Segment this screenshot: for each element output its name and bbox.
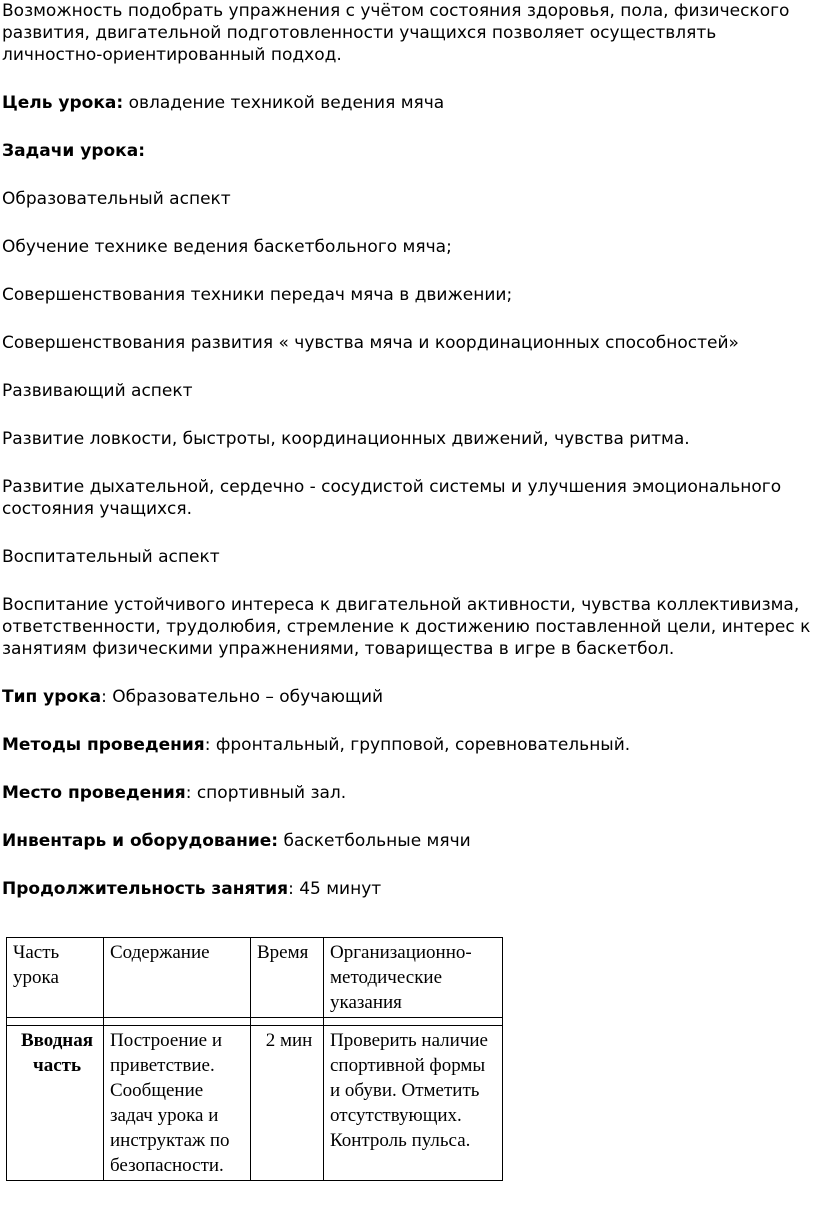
- educational-item: Совершенствования развития « чувства мяча и координационных способностей»: [2, 333, 739, 353]
- lesson-type: [2, 686, 814, 708]
- lesson-equipment: [2, 830, 814, 852]
- educational-item: Обучение технике ведения баскетбольного мяча;: [2, 237, 452, 257]
- intro-paragraph: Возможность подобрать упражнения с учётом состояния здоровья, пола, физического развития, двигательной подготовленности учащихся позволяет осуществлять личностно-ориентированный подход.: [2, 1, 790, 65]
- lesson-methods: [2, 734, 814, 756]
- header-content: Содержание: [104, 938, 251, 1018]
- developing-heading: Развивающий аспект: [2, 381, 193, 401]
- lesson-place-label: Место проведения: [2, 783, 186, 803]
- lesson-plan-table: [6, 937, 503, 1181]
- lesson-place: [2, 782, 814, 804]
- lesson-equipment-text: баскетбольные мячи: [278, 831, 471, 851]
- tasks-heading: Задачи урока:: [2, 141, 145, 161]
- lesson-goal-label: Цель урока:: [2, 93, 124, 113]
- header-time: Время: [251, 938, 324, 1018]
- table-row: [7, 1026, 503, 1181]
- upbringing-item: Воспитание устойчивого интереса к двигательной активности, чувства коллективизма, ответственности, трудолюбия, стремление к достижению поставленной цели, интерес к занятиям физическими упражнениями, товарищества в игре в баскетбол.: [2, 595, 811, 659]
- lesson-place-text: : спортивный зал.: [185, 783, 347, 803]
- table-separator: [7, 1018, 503, 1026]
- developing-item: Развитие дыхательной, сердечно - сосудистой системы и улучшения эмоционального состояния учащихся.: [2, 477, 782, 519]
- lesson-type-label: Тип урока: [2, 687, 102, 707]
- lesson-duration-label: Продолжительность занятия: [2, 879, 289, 899]
- cell-content: Построение и приветствие. Сообщение задач урока и инструктаж по безопасности.: [104, 1026, 251, 1181]
- lesson-equipment-label: Инвентарь и оборудование:: [2, 831, 279, 851]
- lesson-duration: [2, 878, 814, 900]
- table-header-row: [7, 938, 503, 1018]
- document-page: [2, 0, 814, 900]
- cell-time: 2 мин: [251, 1026, 324, 1181]
- developing-item: Развитие ловкости, быстроты, координационных движений, чувства ритма.: [2, 429, 690, 449]
- upbringing-heading: Воспитательный аспект: [2, 547, 220, 567]
- cell-part: Вводная часть: [7, 1026, 104, 1181]
- lesson-type-text: : Образовательно – обучающий: [101, 687, 384, 707]
- educational-heading: Образовательный аспект: [2, 189, 231, 209]
- lesson-duration-text: : 45 минут: [288, 879, 382, 899]
- lesson-methods-label: Методы проведения: [2, 735, 205, 755]
- lesson-goal-text: овладение техникой ведения мяча: [123, 93, 445, 113]
- cell-notes: Проверить наличие спортивной формы и обуви. Отметить отсутствующих. Контроль пульса.: [324, 1026, 503, 1181]
- header-notes: Организационно-методические указания: [324, 938, 503, 1018]
- educational-item: Совершенствования техники передач мяча в движении;: [2, 285, 513, 305]
- header-part: Часть урока: [7, 938, 104, 1018]
- lesson-methods-text: : фронтальный, групповой, соревновательный.: [204, 735, 631, 755]
- lesson-goal: [2, 92, 814, 114]
